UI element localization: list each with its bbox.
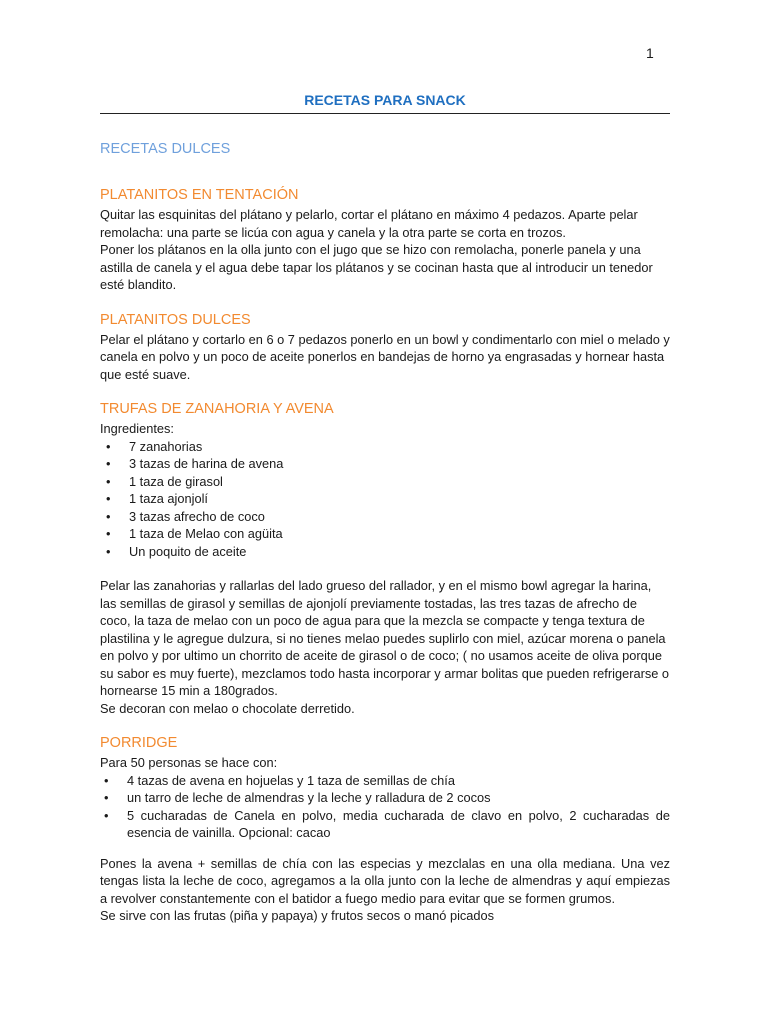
recipe-title: PLATANITOS EN TENTACIÓN <box>100 187 299 203</box>
list-item-text: un tarro de leche de almendras y la leche y ralladura de 2 cocos <box>127 790 491 805</box>
ingredients-list <box>100 438 670 561</box>
ingredients-label: Ingredientes: <box>100 421 174 436</box>
list-item-text: Un poquito de aceite <box>129 543 247 559</box>
recipe-title: TRUFAS DE ZANAHORIA Y AVENA <box>100 401 334 417</box>
bullet-icon: • <box>106 526 111 541</box>
list-item-text: 3 tazas afrecho de coco <box>129 508 265 524</box>
list-item <box>100 473 670 491</box>
list-item <box>100 508 670 526</box>
title-underline <box>100 113 670 114</box>
bullet-icon: • <box>104 790 109 805</box>
list-item <box>100 772 670 790</box>
list-item-text: 1 taza de Melao con agüita <box>129 526 283 541</box>
list-item <box>100 455 670 473</box>
recipe-paragraph: Poner los plátanos en la olla junto con el jugo que se hizo con remolacha, ponerle panela y una astilla de canela y el agua debe tapar los plátanos y se cocinan hasta que al introducir un tenedor esté blandito. <box>100 242 653 292</box>
recipe-trufas-de-zanahoria <box>100 400 670 717</box>
bullet-icon: • <box>104 772 109 788</box>
list-item-text: 3 tazas de harina de avena <box>129 456 284 471</box>
bullet-icon: • <box>106 438 111 454</box>
recipe-title: PLATANITOS DULCES <box>100 311 251 328</box>
list-item-text: 4 tazas de avena en hojuelas y 1 taza de semillas de chía <box>127 772 455 788</box>
list-item-text: 1 taza de girasol <box>129 473 223 489</box>
bullet-icon: • <box>106 473 111 489</box>
section-heading: RECETAS DULCES <box>100 141 231 157</box>
list-item <box>100 438 670 456</box>
bullet-icon: • <box>104 807 109 823</box>
list-item <box>100 543 670 561</box>
bullet-icon: • <box>106 491 111 506</box>
ingredients-list <box>100 772 670 842</box>
ingredients-label: Para 50 personas se hace con: <box>100 755 278 770</box>
page-number: 1 <box>646 45 654 61</box>
document-title: RECETAS PARA SNACK <box>304 92 466 108</box>
recipe-paragraph: Se sirve con las frutas (piña y papaya) y frutos secos o manó picados <box>100 908 495 923</box>
list-item <box>100 490 670 508</box>
bullet-icon: • <box>106 508 111 524</box>
list-item-text: 1 taza ajonjolí <box>129 491 208 506</box>
recipe-platanitos-en-tentacion <box>100 186 670 294</box>
recipe-paragraph: Pones la avena + semillas de chía con las especias y mezclalas en una olla mediana. Una vez tengas lista la leche de coco, agregamos a la olla junto con la leche de almendras y aquí empiezas a revolver constantemente con el batidor a fuego medio para evitar que se formen grumos. <box>100 855 670 906</box>
recipe-title: PORRIDGE <box>100 735 178 751</box>
list-item-text: 7 zanahorias <box>129 438 203 454</box>
document-body <box>100 186 670 925</box>
recipe-paragraph: Quitar las esquinitas del plátano y pelarlo, cortar el plátano en máximo 4 pedazos. Aparte pelar remolacha: una parte se licúa con agua y canela y la otra parte se corta en trozos. <box>100 207 638 240</box>
list-item <box>100 789 670 807</box>
list-item <box>100 807 670 842</box>
recipe-paragraph: Pelar las zanahorias y rallarlas del lado grueso del rallador, y en el mismo bowl agregar la harina, las semillas de girasol y semillas de ajonjolí previamente tostadas, las tres tazas de afrecho de coco, la taza de melao con un poco de agua para que la mezcla se compacte y tenga textura de plastilina y le agregue dulzura, si no tienes melao puedes suplirlo con miel, azúcar morena o panela en polvo y por ultimo un chorrito de aceite de girasol o de coco; ( no usamos aceite de oliva porque su sabor es muy fuerte), mezclamos todo hasta incorporar y armar bolitas que pueden refrigerarse o hornearse 15 min a 180grados. <box>100 578 670 698</box>
recipe-platanitos-dulces <box>100 311 670 384</box>
list-item-text: 5 cucharadas de Canela en polvo, media cucharada de clavo en polvo, 2 cucharadas de esencia de vainilla. Opcional: cacao <box>127 807 670 840</box>
bullet-icon: • <box>106 543 111 559</box>
recipe-paragraph: Se decoran con melao o chocolate derretido. <box>100 700 355 716</box>
list-item <box>100 525 670 543</box>
bullet-icon: • <box>106 456 111 471</box>
recipe-porridge <box>100 734 670 925</box>
recipe-paragraph: Pelar el plátano y cortarlo en 6 o 7 pedazos ponerlo en un bowl y condimentarlo con miel o melado y canela en polvo y un poco de aceite ponerlos en bandejas de horno ya engrasadas y hornear hasta que esté suave. <box>100 331 670 382</box>
